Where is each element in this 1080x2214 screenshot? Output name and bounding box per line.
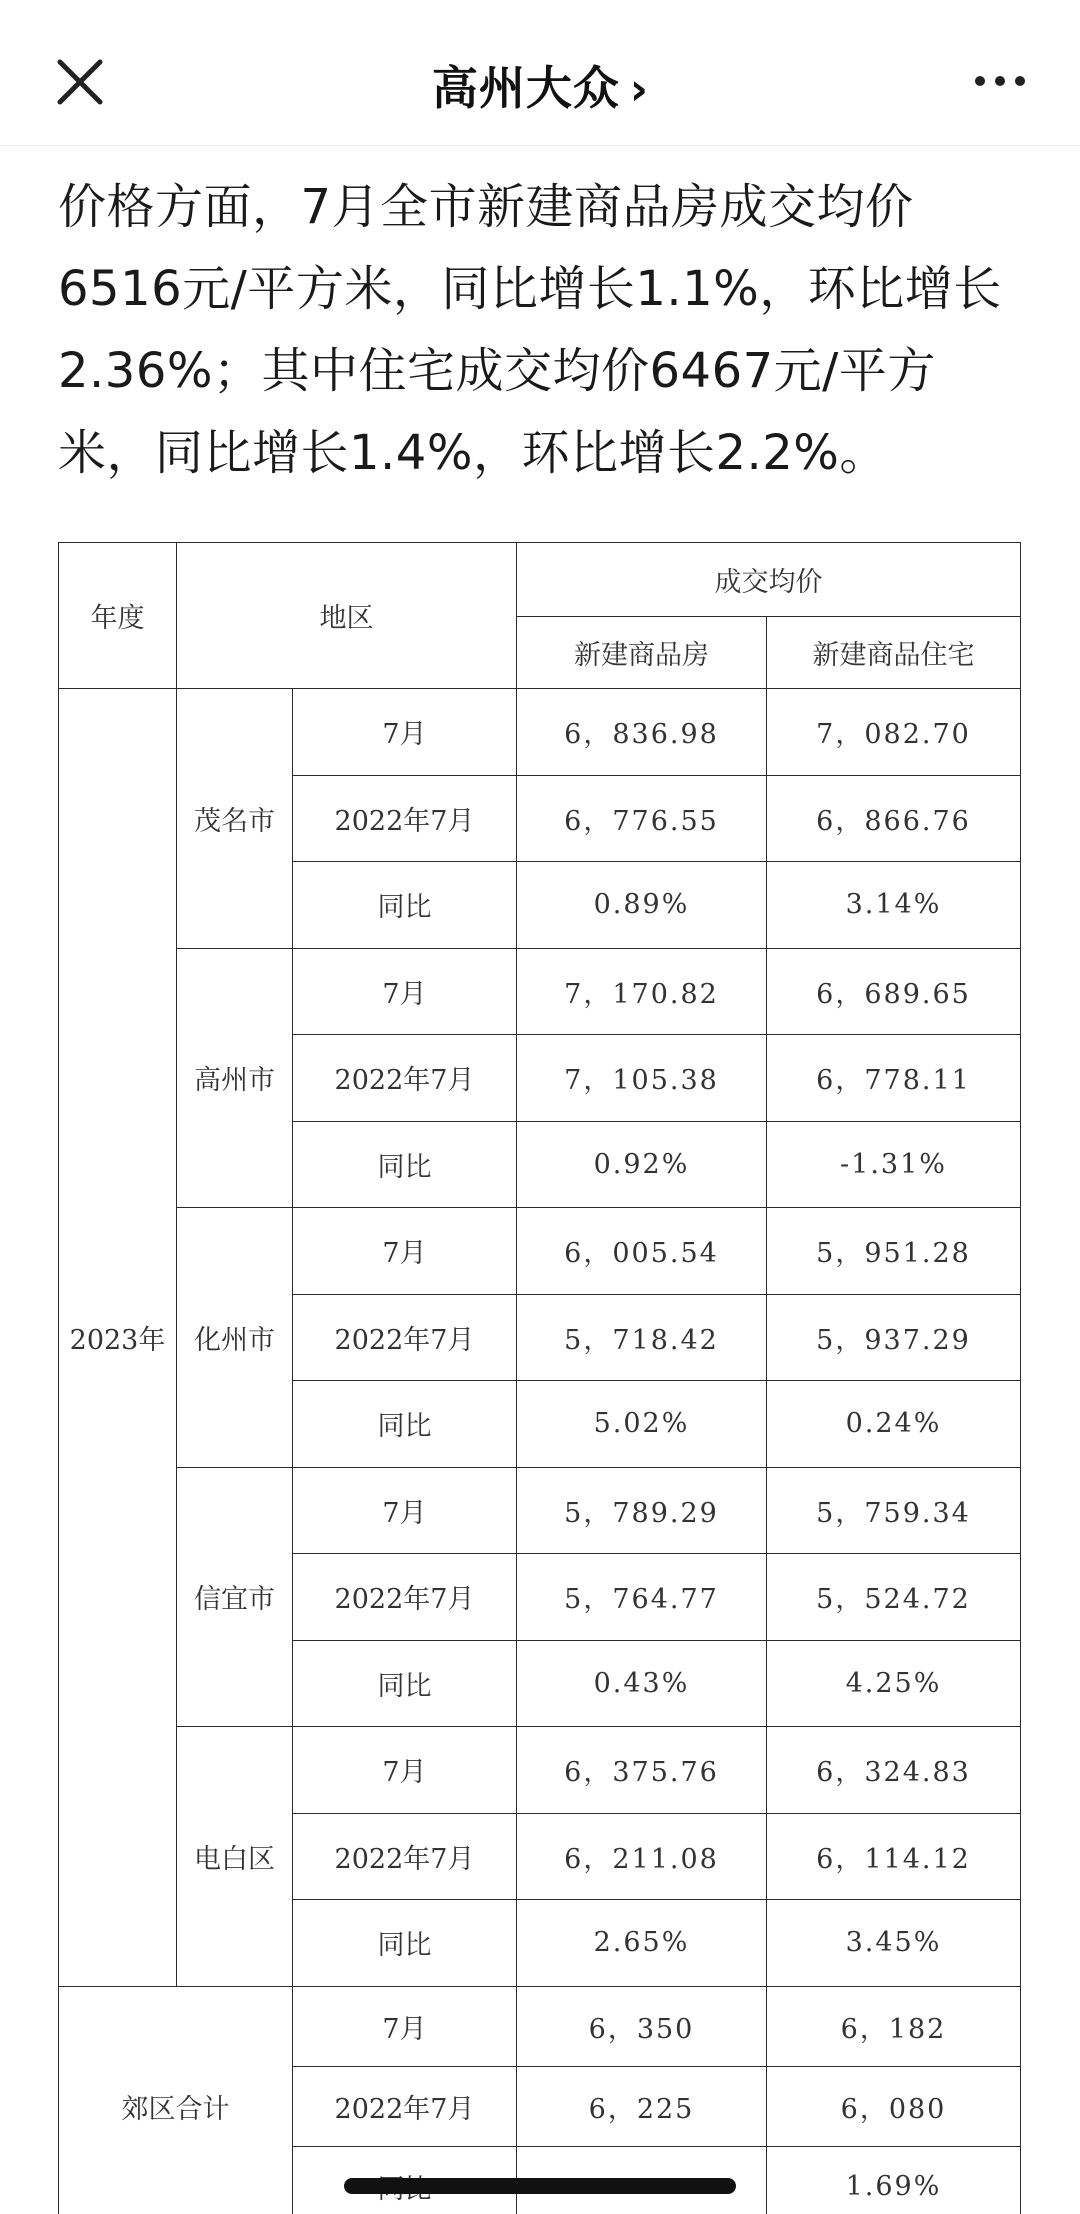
residential-price-cell: 6，080 (767, 2066, 1021, 2146)
suburb-total-cell: 郊区合计 (59, 1986, 293, 2214)
period-cell: 同比 (293, 1900, 517, 1987)
year-cell: 2023年 (59, 689, 177, 1987)
account-title-button[interactable] (0, 52, 1080, 118)
residential-price-cell: 6，324.83 (767, 1727, 1021, 1814)
residential-price-cell: 6，182 (767, 1986, 1021, 2066)
residential-price-cell: -1.31% (767, 1121, 1021, 1208)
commercial-price-cell: 6，350 (517, 1986, 767, 2066)
region-name-cell: 电白区 (177, 1727, 293, 1987)
table-row (59, 1208, 1021, 1295)
residential-price-cell: 7，082.70 (767, 689, 1021, 776)
commercial-price-cell: 5.02% (517, 1381, 767, 1468)
period-cell: 7月 (293, 1467, 517, 1554)
table-row (59, 948, 1021, 1035)
commercial-price-cell: 7，170.82 (517, 948, 767, 1035)
residential-price-cell: 1.69% (767, 2146, 1021, 2214)
residential-price-cell: 3.45% (767, 1900, 1021, 1987)
period-cell: 2022年7月 (293, 1294, 517, 1381)
header-region: 地区 (177, 543, 517, 689)
residential-price-cell: 5，524.72 (767, 1554, 1021, 1641)
more-dots-icon[interactable] (970, 66, 1030, 96)
period-cell: 7月 (293, 689, 517, 776)
table-row (59, 1986, 1021, 2066)
commercial-price-cell: 5，764.77 (517, 1554, 767, 1641)
region-name-cell: 化州市 (177, 1208, 293, 1468)
region-name-cell: 高州市 (177, 948, 293, 1208)
commercial-price-cell: 2.65% (517, 1900, 767, 1987)
residential-price-cell: 5，937.29 (767, 1294, 1021, 1381)
header-price-group: 成交均价 (517, 543, 1021, 617)
residential-price-cell: 5，951.28 (767, 1208, 1021, 1295)
residential-price-cell: 6，114.12 (767, 1813, 1021, 1900)
period-cell: 7月 (293, 1986, 517, 2066)
period-cell: 7月 (293, 1727, 517, 1814)
commercial-price-cell: 5，789.29 (517, 1467, 767, 1554)
commercial-price-cell: 6，375.76 (517, 1727, 767, 1814)
period-cell: 2022年7月 (293, 775, 517, 862)
commercial-price-cell: 5，718.42 (517, 1294, 767, 1381)
price-table (58, 542, 1021, 2214)
commercial-price-cell: 6，836.98 (517, 689, 767, 776)
residential-price-cell: 4.25% (767, 1640, 1021, 1727)
price-table-image (58, 542, 1020, 2214)
region-name-cell: 信宜市 (177, 1467, 293, 1727)
commercial-price-cell: 6，211.08 (517, 1813, 767, 1900)
commercial-price-cell: 0.43% (517, 1640, 767, 1727)
commercial-price-cell: 0.89% (517, 862, 767, 949)
period-cell: 7月 (293, 948, 517, 1035)
commercial-price-cell: 7，105.38 (517, 1035, 767, 1122)
period-cell: 同比 (293, 1121, 517, 1208)
table-row (59, 1727, 1021, 1814)
residential-price-cell: 6，866.76 (767, 775, 1021, 862)
header-residential: 新建商品住宅 (767, 617, 1021, 689)
residential-price-cell: 5，759.34 (767, 1467, 1021, 1554)
residential-price-cell: 3.14% (767, 862, 1021, 949)
residential-price-cell: 0.24% (767, 1381, 1021, 1468)
table-row (59, 689, 1021, 776)
chevron-right-icon: › (629, 64, 649, 115)
commercial-price-cell: 6，776.55 (517, 775, 767, 862)
home-indicator[interactable] (344, 2178, 736, 2194)
period-cell: 7月 (293, 1208, 517, 1295)
commercial-price-cell: 0.92% (517, 1121, 767, 1208)
residential-price-cell: 6，778.11 (767, 1035, 1021, 1122)
period-cell: 同比 (293, 1381, 517, 1468)
top-nav-bar (0, 0, 1080, 146)
commercial-price-cell: 6，005.54 (517, 1208, 767, 1295)
period-cell: 同比 (293, 862, 517, 949)
period-cell: 同比 (293, 1640, 517, 1727)
region-name-cell: 茂名市 (177, 689, 293, 949)
header-commercial: 新建商品房 (517, 617, 767, 689)
header-year: 年度 (59, 543, 177, 689)
period-cell: 2022年7月 (293, 2066, 517, 2146)
period-cell: 2022年7月 (293, 1035, 517, 1122)
period-cell: 2022年7月 (293, 1813, 517, 1900)
residential-price-cell: 6，689.65 (767, 948, 1021, 1035)
table-row (59, 1467, 1021, 1554)
page-title: 高州大众 (431, 61, 620, 115)
period-cell: 2022年7月 (293, 1554, 517, 1641)
commercial-price-cell: 6，225 (517, 2066, 767, 2146)
article-paragraph: 价格方面，7月全市新建商品房成交均价6516元/平方米，同比增长1.1%，环比增长2.36%；其中住宅成交均价6467元/平方米，同比增长1.4%，环比增长2.2%。 (58, 179, 1002, 481)
